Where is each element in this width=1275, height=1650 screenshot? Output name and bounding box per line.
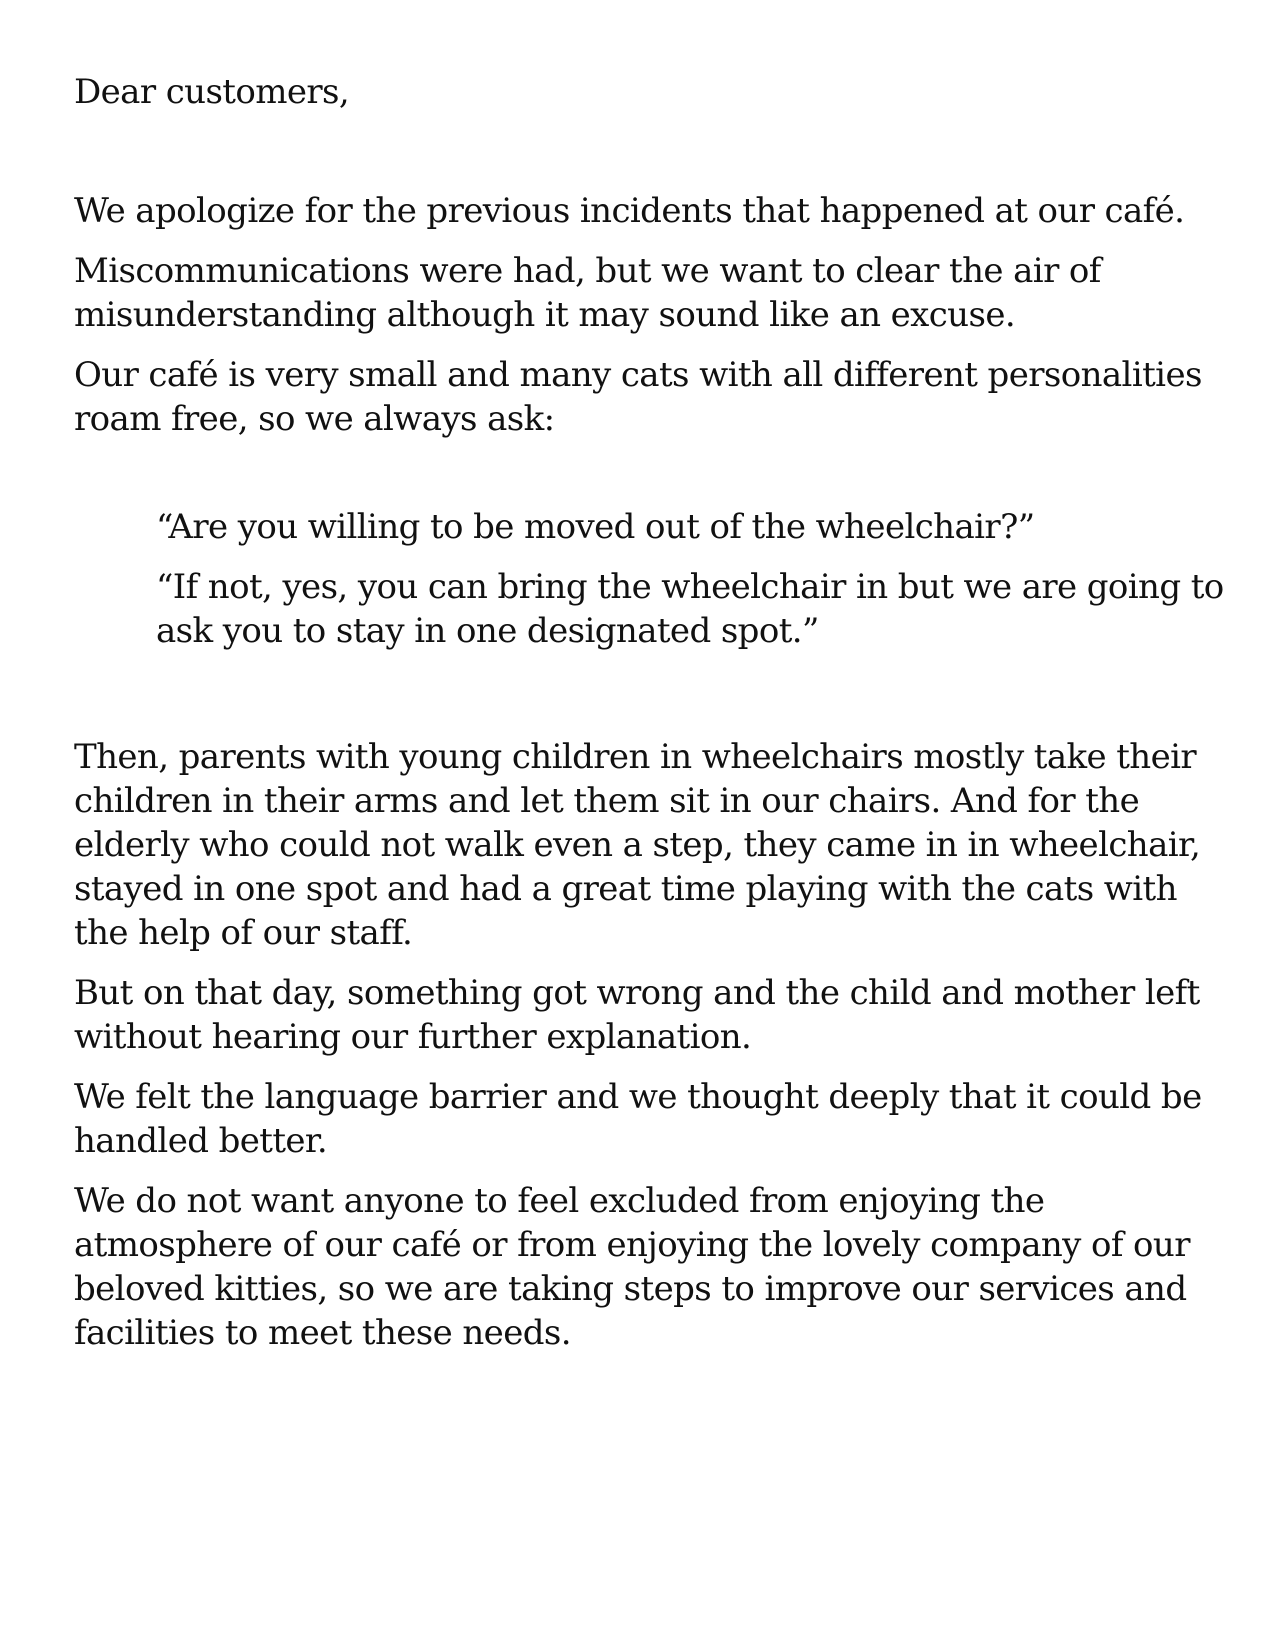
- body-paragraph-parents: Then, parents with young children in wheelchairs mostly take their children in their arms and let them sit in our chairs. And for the elderly who could not walk even a step, they came in in wheelchair, stayed in one spot and had a great time playing with the cats with the help of our staff.: [74, 737, 1201, 953]
- body-paragraph-that-day: But on that day, something got wrong and the child and mother left without hearing our further explanation.: [74, 973, 1200, 1057]
- body-paragraph-language-barrier: We felt the language barrier and we thought deeply that it could be handled better.: [74, 1077, 1202, 1161]
- intro-paragraph-cafe-size: Our café is very small and many cats with all different personalities roam free, so we always ask:: [74, 355, 1202, 439]
- intro-paragraph-miscommunication: Miscommunications were had, but we want to clear the air of misunderstanding although it may sound like an excuse.: [74, 251, 1101, 335]
- letter-page: [74, 70, 1234, 1371]
- salutation: Dear customers,: [74, 72, 350, 112]
- intro-paragraph-apology: We apologize for the previous incidents that happened at our café.: [74, 191, 1185, 231]
- quote-move-out: “Are you willing to be moved out of the wheelchair?”: [156, 507, 1035, 547]
- body-paragraph-improvements: We do not want anyone to feel excluded from enjoying the atmosphere of our café or from enjoying the lovely company of our beloved kitties, so we are taking steps to improve our services and facilities to meet these needs.: [74, 1181, 1190, 1353]
- quoted-questions: [156, 505, 1234, 653]
- quote-designated-spot: “If not, yes, you can bring the wheelchair in but we are going to ask you to stay in one designated spot.”: [156, 567, 1224, 651]
